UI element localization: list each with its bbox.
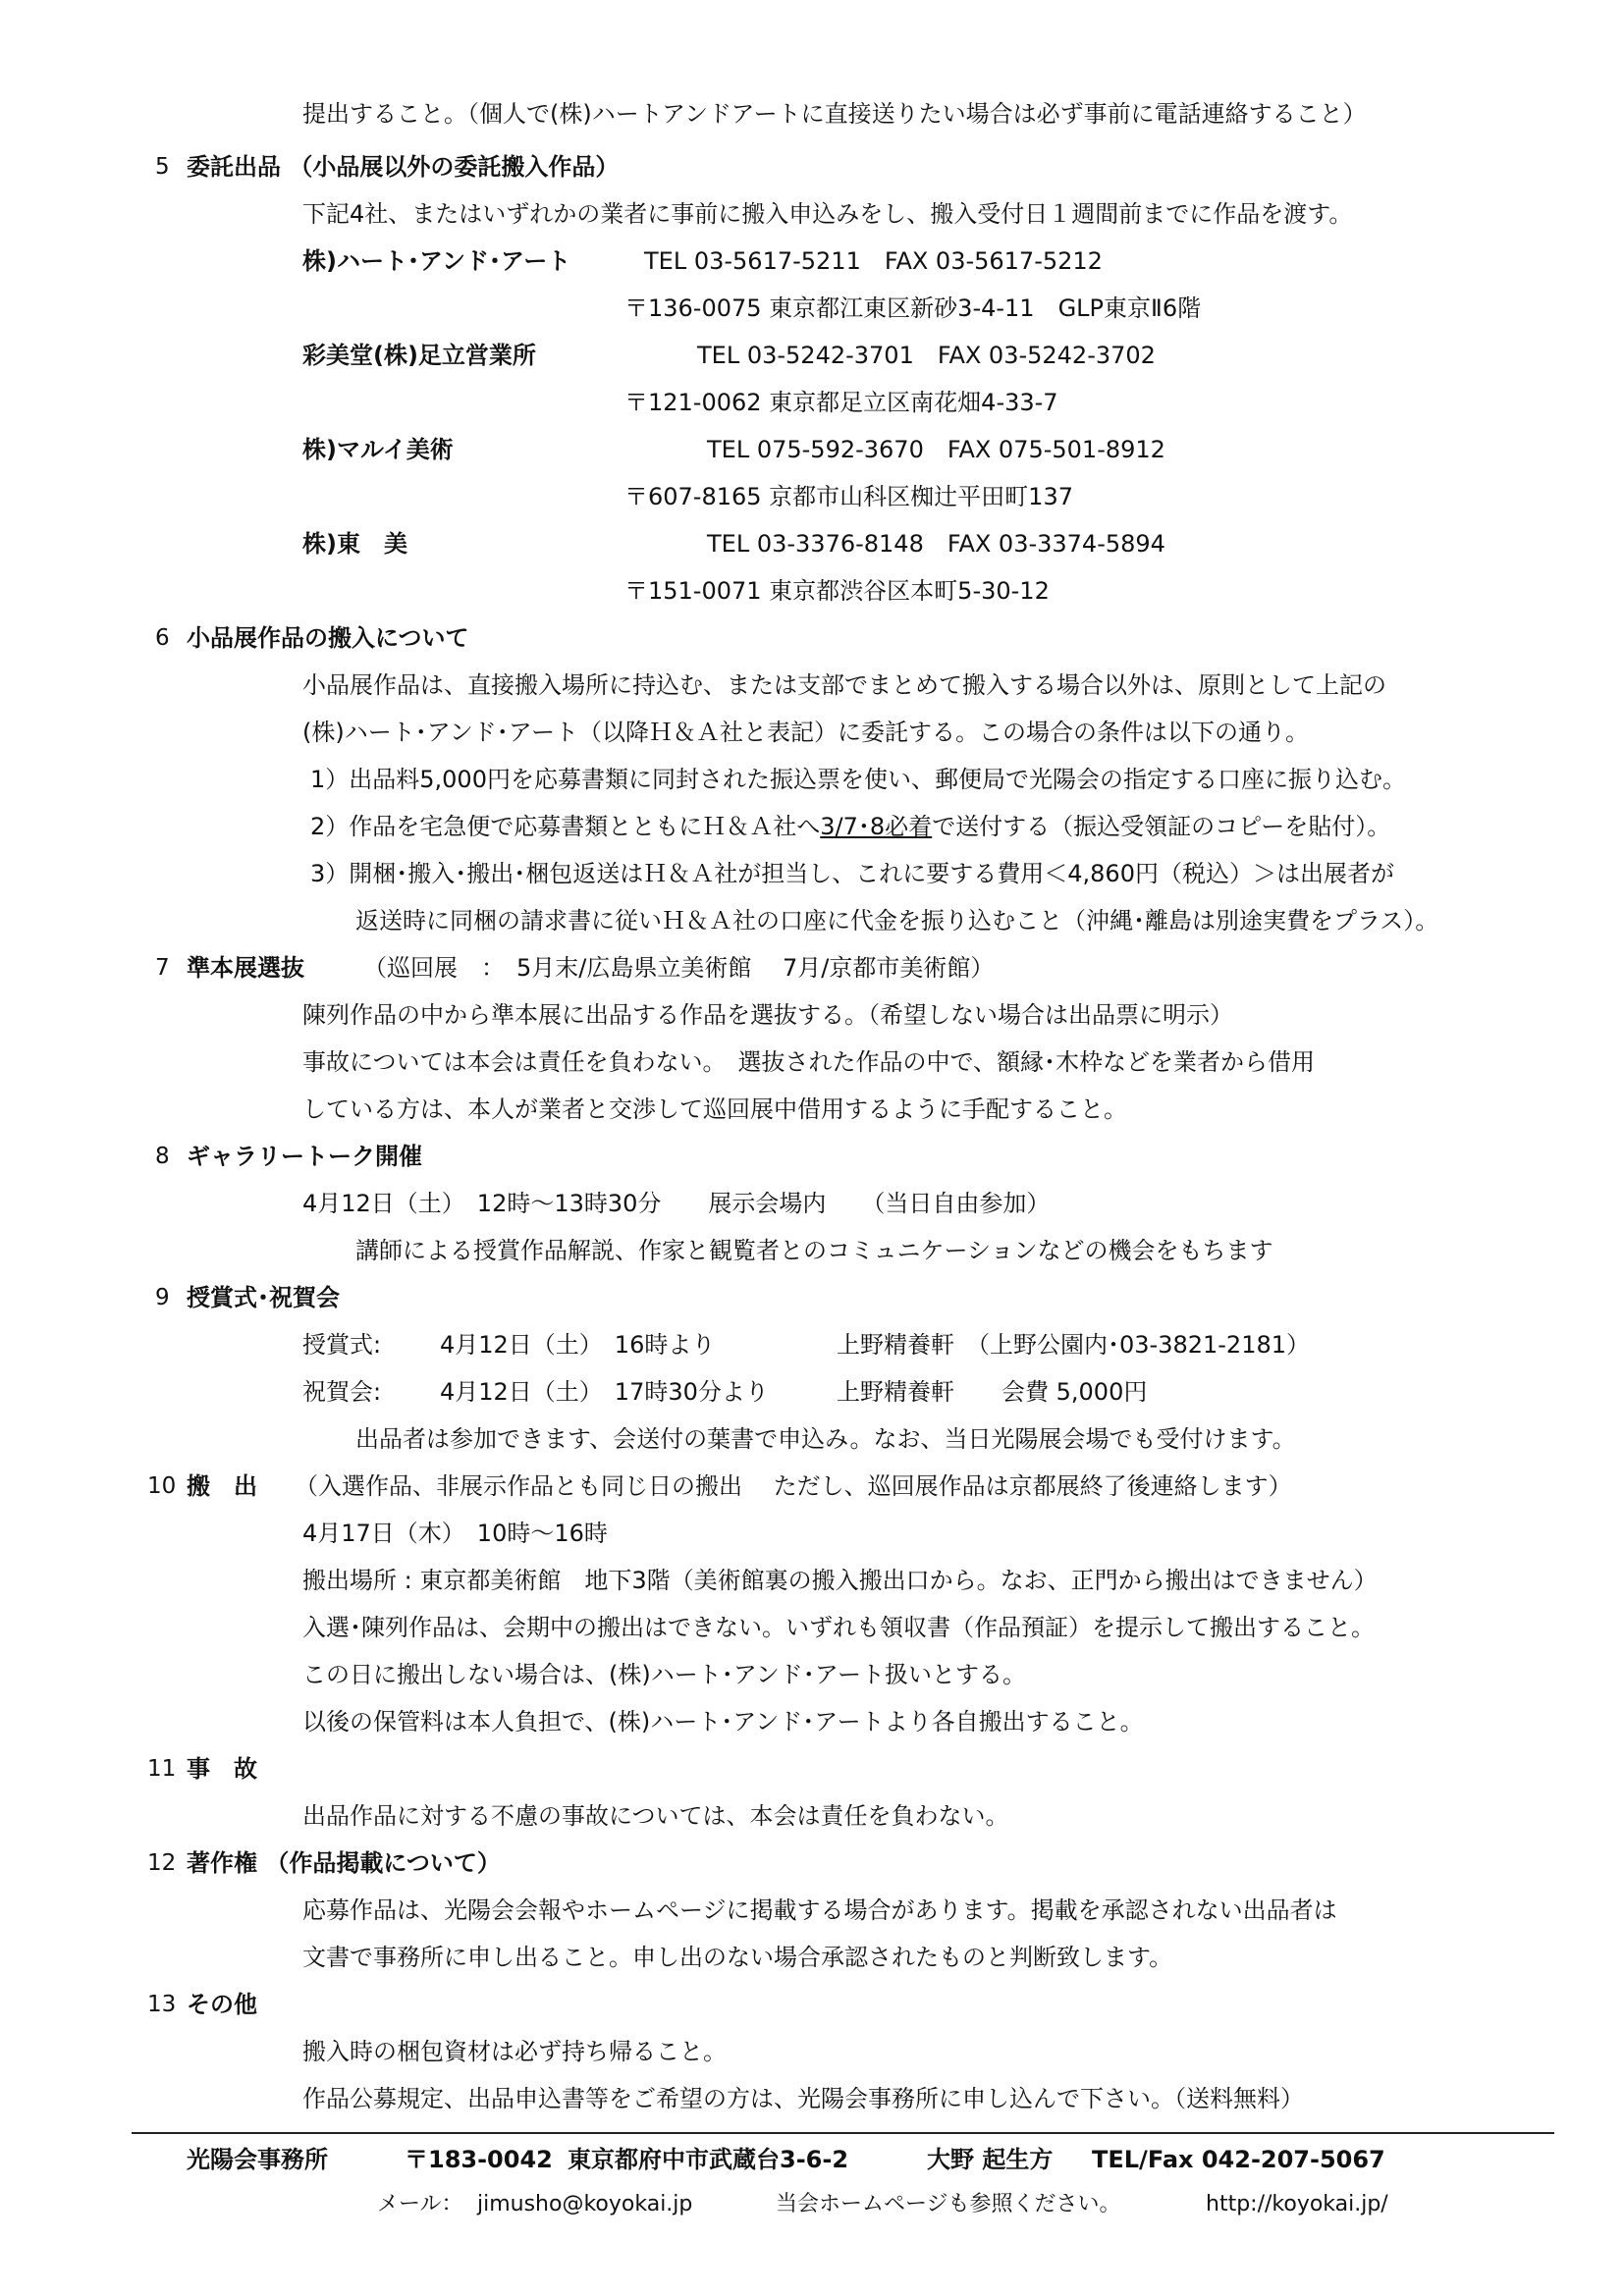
section-5-title: 委託出品 （小品展以外の委託搬入作品） xyxy=(187,153,620,181)
footer-office: 光陽会事務所 xyxy=(187,2146,328,2173)
item-2-tail: で送付する（振込受領証のコピーを貼付）。 xyxy=(932,813,1391,840)
section-13-number: 13 xyxy=(147,1992,177,2017)
section-10-paragraph: 入選･陳列作品は、会期中の搬出はできない。いずれも領収書（作品預証）を提示して搬出すること。 xyxy=(302,1614,1375,1641)
company-tel: TEL 03-5617-5211 FAX 03-5617-5212 xyxy=(644,247,1103,275)
section-6-number: 6 xyxy=(155,625,170,651)
section-6-item-2 xyxy=(310,811,1390,842)
section-6-paragraph: 小品展作品は、直接搬入場所に持込む、または支部でまとめて搬入する場合以外は、原則として上記の xyxy=(302,671,1386,699)
company-address: 〒136-0075 東京都江東区新砂3-4-11 GLP東京Ⅱ6階 xyxy=(624,294,1202,322)
item-2-text: 2）作品を宅急便で応募書類とともにＨ＆Ａ社へ xyxy=(310,813,821,840)
section-7-note: （巡回展 ： 5月末/広島県立美術館 7月/京都市美術館） xyxy=(363,954,995,982)
section-8-title: ギャラリートーク開催 xyxy=(187,1143,422,1170)
section-13-paragraph: 搬入時の梱包資材は必ず持ち帰ること。 xyxy=(302,2038,727,2065)
section-9-number: 9 xyxy=(155,1285,170,1310)
section-11-paragraph: 出品作品に対する不慮の事故については、本会は責任を負わない。 xyxy=(302,1802,1009,1830)
section-12-title: 著作権 （作品掲載について） xyxy=(187,1849,501,1877)
company-address: 〒151-0071 東京都渋谷区本町5-30-12 xyxy=(624,577,1050,605)
company-name: 彩美堂(株)足立営業所 xyxy=(302,342,536,369)
section-6-item-3: 3）開梱･搬入･搬出･梱包返送はＨ＆Ａ社が担当し、これに要する費用＜4,860円（税込）＞は出展者が xyxy=(310,860,1394,887)
footer-mail-label: メール： xyxy=(377,2192,463,2216)
section-11-title: 事 故 xyxy=(187,1755,257,1783)
ceremony-label: 授賞式: xyxy=(302,1331,382,1359)
section-12-paragraph: 応募作品は、光陽会会報やホームページに掲載する場合があります。掲載を承認されない出品者は xyxy=(302,1896,1337,1924)
section-8-schedule: 4月12日（土） 12時～13時30分 展示会場内 （当日自由参加） xyxy=(302,1190,1051,1217)
section-10-paragraph: この日に搬出しない場合は、(株)ハート･アンド･アート扱いとする。 xyxy=(302,1661,1027,1688)
party-label: 祝賀会: xyxy=(302,1378,382,1406)
ceremony-time: 4月12日（土） 16時より xyxy=(440,1331,716,1359)
section-7-number: 7 xyxy=(155,955,170,981)
section-6-item-3-cont: 返送時に同梱の請求書に従いＨ＆Ａ社の口座に代金を振り込むこと（沖縄･離島は別途実費をプラス）。 xyxy=(355,907,1439,934)
section-7-paragraph: している方は、本人が業者と交渉して巡回展中借用するように手配すること。 xyxy=(302,1095,1127,1123)
section-10-title: 搬 出 xyxy=(187,1472,257,1500)
section-6-paragraph: (株)ハート･アンド･アート（以降Ｈ＆Ａ社と表記）に委託する。この場合の条件は以下の通り。 xyxy=(302,719,1310,746)
section-10-paragraph: 以後の保管料は本人負担で、(株)ハート･アンド･アートより各自搬出すること。 xyxy=(302,1708,1144,1735)
footer-zip: 〒183-0042 xyxy=(405,2146,553,2173)
footer-mail[interactable]: jimusho@koyokai.jp xyxy=(477,2192,693,2216)
section-13-title: その他 xyxy=(187,1991,257,2018)
company-address: 〒121-0062 東京都足立区南花畑4-33-7 xyxy=(624,389,1058,416)
footer-url[interactable]: http://koyokai.jp/ xyxy=(1206,2192,1388,2216)
section-10-note: （入選作品、非展示作品とも同じ日の搬出 ただし、巡回展作品は京都展終了後連絡します） xyxy=(295,1472,1292,1500)
deadline-date: 3/7･8必着 xyxy=(820,813,933,840)
section-10-number: 10 xyxy=(147,1473,177,1499)
company-tel: TEL 03-5242-3701 FAX 03-5242-3702 xyxy=(697,342,1156,369)
footer-divider xyxy=(132,2132,1554,2134)
ceremony-venue: 上野精養軒 （上野公園内･03-3821-2181） xyxy=(837,1331,1311,1359)
section-9-paragraph: 出品者は参加できます、会送付の葉書で申込み。なお、当日光陽展会場でも受付けます。 xyxy=(355,1425,1296,1453)
company-tel: TEL 075-592-3670 FAX 075-501-8912 xyxy=(707,436,1165,463)
section-6-title: 小品展作品の搬入について xyxy=(187,624,469,652)
section-5-text: 下記4社、またはいずれかの業者に事前に搬入申込みをし、搬入受付日１週間前までに作品を渡す。 xyxy=(302,200,1353,228)
footer-tel: TEL/Fax 042-207-5067 xyxy=(1092,2146,1385,2173)
footer-hp-note: 当会ホームページも参照ください。 xyxy=(776,2192,1121,2216)
footer-address: 東京都府中市武蔵台3-6-2 xyxy=(568,2146,849,2173)
section-8-number: 8 xyxy=(155,1144,170,1169)
company-tel: TEL 03-3376-8148 FAX 03-3374-5894 xyxy=(707,530,1165,558)
section-12-number: 12 xyxy=(147,1850,177,1876)
section-5-number: 5 xyxy=(155,154,170,180)
section-10-paragraph: 搬出場所 : 東京都美術館 地下3階（美術館裏の搬入搬出口から。なお、正門から搬出はできません） xyxy=(302,1567,1378,1594)
party-venue: 上野精養軒 会費 5,000円 xyxy=(837,1378,1148,1406)
section-8-paragraph: 講師による授賞作品解説、作家と観覧者とのコミュニケーションなどの機会をもちます xyxy=(355,1237,1273,1264)
section-6-item-1: 1）出品料5,000円を応募書類に同封された振込票を使い、郵便局で光陽会の指定する口座に振り込む。 xyxy=(310,766,1406,793)
section-7-paragraph: 事故については本会は責任を負わない。 選抜された作品の中で、額縁･木枠などを業者から借用 xyxy=(302,1048,1316,1076)
company-address: 〒607-8165 京都市山科区椥辻平田町137 xyxy=(624,483,1073,510)
footer-person: 大野 起生方 xyxy=(927,2146,1054,2173)
company-name: 株)東 美 xyxy=(302,530,407,558)
company-name: 株)マルイ美術 xyxy=(302,436,454,463)
section-9-title: 授賞式･祝賀会 xyxy=(187,1284,340,1311)
party-time: 4月12日（土） 17時30分より xyxy=(440,1378,769,1406)
section-11-number: 11 xyxy=(147,1756,177,1782)
section-12-paragraph: 文書で事務所に申し出ること。申し出のない場合承認されたものと判断致します。 xyxy=(302,1944,1173,1971)
section-7-paragraph: 陳列作品の中から準本展に出品する作品を選抜する。（希望しない場合は出品票に明示） xyxy=(302,1001,1233,1029)
section-7-title: 準本展選抜 xyxy=(187,954,304,982)
intro-line: 提出すること。（個人で(株)ハートアンドアートに直接送りたい場合は必ず事前に電話連絡すること） xyxy=(302,100,1367,128)
section-13-paragraph: 作品公募規定、出品申込書等をご希望の方は、光陽会事務所に申し込んで下さい。（送料無料） xyxy=(302,2085,1304,2112)
section-10-paragraph: 4月17日（木） 10時～16時 xyxy=(302,1520,608,1547)
company-name: 株)ハート･アンド･アート xyxy=(302,247,571,275)
